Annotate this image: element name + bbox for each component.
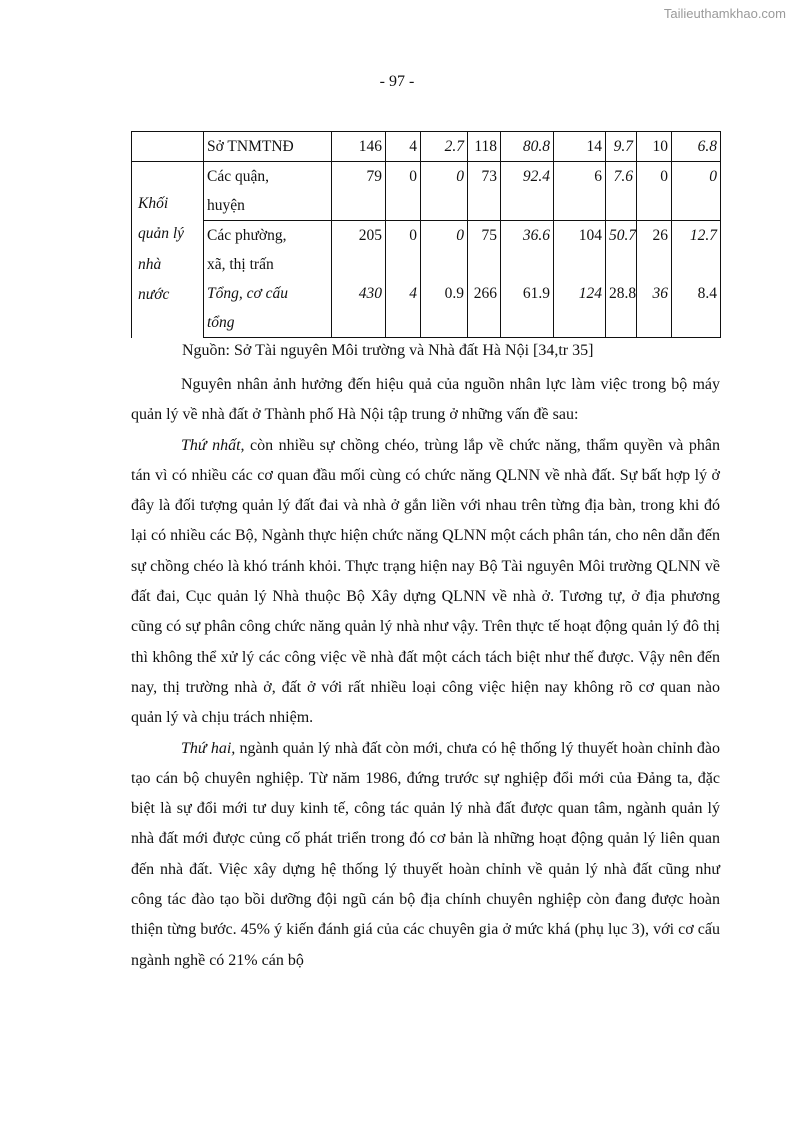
table-row <box>132 221 721 280</box>
paragraph-lead: Thứ nhất, <box>181 436 245 454</box>
row-name-line: tổng <box>207 314 235 331</box>
cell: 28.8 <box>606 279 637 338</box>
group-label-line: nước <box>138 286 170 304</box>
cell: 2.7 <box>421 132 468 162</box>
cell: 146 <box>332 132 386 162</box>
cell: 266 <box>468 279 501 338</box>
cell: 0 <box>421 162 468 221</box>
group-label-line: nhà <box>138 255 162 273</box>
paragraph-lead: Thứ hai, <box>181 739 236 757</box>
cell: 0 <box>421 221 468 280</box>
cell: 0 <box>386 221 421 280</box>
cell: 75 <box>468 221 501 280</box>
row-name-line: Tổng, cơ cấu <box>207 285 289 302</box>
cell: 0 <box>386 162 421 221</box>
watermark: Tailieuthamkhao.com <box>663 6 786 21</box>
row-name <box>204 221 332 280</box>
cell: 0 <box>637 162 672 221</box>
group-label <box>132 162 204 338</box>
table-row <box>132 162 721 221</box>
cell: 0 <box>672 162 721 221</box>
cell: 14 <box>554 132 606 162</box>
paragraph: Nguyên nhân ảnh hưởng đến hiệu quả của nguồn nhân lực làm việc trong bộ máy quản lý về nhà đất ở Thành phố Hà Nội tập trung ở những vấn đề sau: <box>131 376 720 424</box>
cell: 4 <box>386 279 421 338</box>
cell: 12.7 <box>672 221 721 280</box>
group-label-line: quản lý <box>138 225 185 243</box>
cell: 6 <box>554 162 606 221</box>
paragraph <box>131 734 720 976</box>
cell: 124 <box>554 279 606 338</box>
cell: 9.7 <box>606 132 637 162</box>
row-name-line: huyện <box>207 197 245 214</box>
cell: 7.6 <box>606 162 637 221</box>
table-row <box>132 132 721 162</box>
cell: 92.4 <box>501 162 554 221</box>
cell: 50.7 <box>606 221 637 280</box>
row-name-line: Các quận, <box>207 168 269 185</box>
cell: 0.9 <box>421 279 468 338</box>
table-source: Nguồn: Sở Tài nguyên Môi trường và Nhà đất Hà Nội [34,tr 35] <box>182 342 594 359</box>
cell: 73 <box>468 162 501 221</box>
cell: 430 <box>332 279 386 338</box>
staff-table <box>131 131 721 338</box>
row-name-line: xã, thị trấn <box>207 256 274 273</box>
cell: 6.8 <box>672 132 721 162</box>
paragraph <box>131 431 720 734</box>
paragraph-text: còn nhiều sự chồng chéo, trùng lắp về chức năng, thẩm quyền và phân tán vì có nhiều các cơ quan đầu mối cùng có chức năng QLNN về nhà đất. Sự bất hợp lý ở đây là đối tượng quản lý đất đai và nhà ở gắn liền với nhau trên từng địa bàn, trong khi đó lại có nhiều các Bộ, Ngành thực hiện chức năng QLNN một cách phân tán, cho nên dẫn đến sự chồng chéo là khó tránh khỏi. Thực trạng hiện nay Bộ Tài nguyên Môi trường QLNN về đất đai, Cục quản lý Nhà thuộc Bộ Xây dựng QLNN về nhà ở. Tương tự, ở địa phương cũng có sự phân công chức năng quản lý nhà như vậy. Trên thực tế hoạt động quản lý đô thị thì không thể xử lý các công việc về nhà đất một cách tách biệt như thế được. Vậy nên đến nay, thị trường nhà ở, đất ở với rất nhiều loại công việc hiện nay không rõ cơ quan nào quản lý và chịu trách nhiệm. <box>131 436 720 727</box>
cell: 26 <box>637 221 672 280</box>
cell: 36 <box>637 279 672 338</box>
row-name <box>204 162 332 221</box>
page-number: - 97 - <box>379 73 415 90</box>
cell: 104 <box>554 221 606 280</box>
paragraph-text: ngành quản lý nhà đất còn mới, chưa có hệ thống lý thuyết hoàn chỉnh đào tạo cán bộ chuyên nghiệp. Từ năm 1986, đứng trước sự nghiệp đổi mới của Đảng ta, đặc biệt là sự đổi mới tư duy kinh tế, công tác quản lý nhà đất được quan tâm, ngành quản lý nhà đất mới được củng cố phát triển trong đó cơ bản là những hoạt động quản lý liên quan đến nhà đất. Việc xây dựng hệ thống lý thuyết hoàn chỉnh về quản lý nhà đất cũng như công tác đào tạo bồi dưỡng đội ngũ cán bộ địa chính chuyên nghiệp còn đang được hoàn thiện từng bước. 45% ý kiến đánh giá của các chuyên gia ở mức khá (phụ lục 3), với cơ cấu ngành nghề có 21% cán bộ <box>131 739 720 969</box>
cell: 118 <box>468 132 501 162</box>
row-name <box>204 279 332 338</box>
cell: 80.8 <box>501 132 554 162</box>
row-name: Sở TNMTNĐ <box>204 132 332 162</box>
cell: 10 <box>637 132 672 162</box>
cell: 79 <box>332 162 386 221</box>
table-row <box>132 279 721 338</box>
cell: 4 <box>386 132 421 162</box>
cell: 8.4 <box>672 279 721 338</box>
body-text <box>131 370 720 976</box>
cell: 61.9 <box>501 279 554 338</box>
cell: 205 <box>332 221 386 280</box>
group-label-line: Khối <box>138 194 169 212</box>
cell: 36.6 <box>501 221 554 280</box>
row-name-line: Các phường, <box>207 227 287 244</box>
group-cell-top <box>132 132 204 162</box>
